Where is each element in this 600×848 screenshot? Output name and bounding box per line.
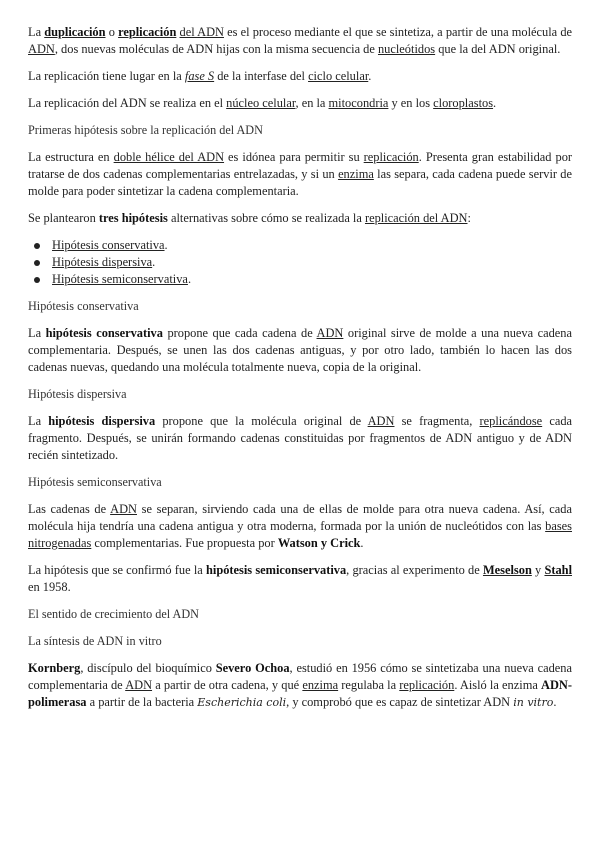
text: . — [553, 695, 557, 709]
semiconservative-paragraph — [28, 501, 572, 552]
link-enzima[interactable]: enzima — [338, 167, 374, 181]
conservative-paragraph — [28, 325, 572, 376]
link-replicacion-3[interactable]: replicación — [399, 678, 455, 692]
text: , y comprobó que es capaz de sintetizar ADN — [286, 695, 514, 709]
text: La — [28, 25, 45, 39]
text: . — [360, 536, 364, 550]
link-replicacion-del-adn[interactable]: replicación del ADN — [364, 211, 468, 225]
text: se separan, sirviendo cada una de ellas de molde para otra nueva cadena. Así, cada molécula hija tendría una cadena antigua y otra moderna, formada por la unión de nucleótidos con las — [28, 502, 573, 533]
bold-text: hipótesis conservativa — [45, 326, 163, 340]
text: La hipótesis que se confirmó fue la — [28, 563, 206, 577]
text: . — [152, 255, 156, 269]
text: . — [164, 238, 168, 252]
text: que la del ADN original. — [435, 42, 561, 56]
link-nucleotidos[interactable]: nucleótidos — [377, 42, 436, 56]
link-doble-helice[interactable]: doble hélice del ADN — [113, 150, 225, 164]
text: , estudió en 1956 cómo se sintetizaba una nueva cadena complementaria de — [28, 661, 572, 692]
text: propone que cada cadena de — [162, 326, 317, 340]
text: alternativas sobre cómo se realizada la — [167, 211, 365, 225]
bold-text: hipótesis semiconservativa — [205, 563, 347, 577]
text: , dos nuevas moléculas de ADN hijas con la misma secuencia de — [54, 42, 378, 56]
text: , en la — [295, 96, 329, 110]
link-mitocondria[interactable]: mitocondria — [328, 96, 389, 110]
intro-paragraph — [28, 24, 572, 58]
text: La — [28, 326, 46, 340]
dispersive-paragraph — [28, 413, 572, 464]
double-helix-paragraph — [28, 149, 572, 200]
text: complementarias. Fue propuesta por — [91, 536, 278, 550]
text: de la interfase del — [214, 69, 309, 83]
bold-text: Watson y Crick — [277, 536, 361, 550]
link-hipotesis-dispersiva[interactable]: Hipótesis dispersiva — [52, 255, 153, 269]
bold-text: tres hipótesis — [98, 211, 168, 225]
link-adn[interactable]: ADN — [367, 414, 395, 428]
text: . Presenta gran estabilidad por tratarse de dos cadenas complementarias entrelazadas, y si un — [28, 150, 573, 181]
link-adn[interactable]: ADN — [316, 326, 344, 340]
bold-text: Severo Ochoa — [215, 661, 290, 675]
link-adn[interactable]: ADN — [110, 502, 137, 516]
text: . — [187, 272, 192, 286]
link-hipotesis-conservativa[interactable]: Hipótesis conservativa — [52, 238, 165, 252]
link-cloroplastos[interactable]: cloroplastos — [433, 96, 494, 110]
link-fase-s[interactable]: fase S — [184, 69, 215, 83]
text: se fragmenta, — [394, 414, 480, 428]
text: La — [28, 414, 49, 428]
text: y — [531, 563, 545, 577]
section-heading-sintesis-in-vitro: La síntesis de ADN in vitro — [28, 634, 162, 648]
text: o — [105, 25, 119, 39]
bold-text: Kornberg — [28, 661, 81, 675]
text: a partir de la bacteria — [86, 695, 198, 709]
confirmed-hypothesis-paragraph — [28, 562, 572, 596]
link-replicacion-2[interactable]: replicación — [363, 150, 419, 164]
text: Las cadenas de — [28, 502, 111, 516]
bold-text: ADN-polimerasa — [28, 678, 572, 709]
text: cada fragmento. Después, se unirán formando cadenas constituidas por fragmentos de ADN antiguo y de ADN recién sintetizado. — [28, 414, 573, 462]
section-heading-semiconservativa: Hipótesis semiconservativa — [28, 475, 162, 489]
three-hypotheses-paragraph — [28, 210, 572, 227]
text: La replicación tiene lugar en la — [28, 69, 185, 83]
text: Se plantearon — [28, 211, 99, 225]
replication-organelles-paragraph — [28, 95, 572, 112]
kornberg-paragraph — [28, 660, 572, 711]
text: a partir de otra cadena, y qué — [152, 678, 303, 692]
section-heading-sentido-crecimiento: El sentido de crecimiento del ADN — [28, 607, 199, 621]
section-heading-primeras-hipotesis: Primeras hipótesis sobre la replicación del ADN — [28, 123, 263, 137]
text: es idónea para permitir su — [224, 150, 364, 164]
text: las separa, cada cadena puede servir de molde para poder sintetizar la cadena complementaria. — [28, 167, 573, 198]
italic-text: in vitro — [513, 696, 554, 709]
link-stahl[interactable]: Stahl — [544, 563, 573, 577]
hypotheses-list — [28, 237, 572, 288]
text: . Aisló la enzima — [454, 678, 542, 692]
text: regulaba la — [338, 678, 400, 692]
text: : — [467, 211, 471, 225]
bold-text: hipótesis dispersiva — [48, 414, 156, 428]
list-item — [52, 271, 572, 288]
replication-location-paragraph — [28, 68, 572, 85]
link-adn[interactable]: ADN — [28, 42, 55, 56]
section-heading-dispersiva: Hipótesis dispersiva — [28, 387, 127, 401]
link-meselson[interactable]: Meselson — [482, 563, 532, 577]
link-duplicacion[interactable]: duplicación — [44, 25, 106, 39]
link-nucleo-celular[interactable]: núcleo celular — [226, 96, 296, 110]
text: , gracias al experimento de — [346, 563, 483, 577]
text: en 1958. — [28, 580, 71, 594]
text: y en los — [388, 96, 434, 110]
link-ciclo-celular[interactable]: ciclo celular — [308, 69, 369, 83]
text: La estructura en — [28, 150, 114, 164]
link-replicandose[interactable]: replicándose — [479, 414, 543, 428]
list-item — [52, 237, 572, 254]
text: es el proceso mediante el que se sintetiza, a partir de una molécula de — [223, 25, 573, 39]
text: . — [368, 69, 372, 83]
italic-text: Escherichia coli — [197, 696, 287, 709]
section-heading-conservativa: Hipótesis conservativa — [28, 299, 139, 313]
link-bases-nitrogenadas[interactable]: bases nitrogenadas — [28, 519, 572, 550]
text: , discípulo del bioquímico — [80, 661, 216, 675]
text: original sirve de molde a una nueva cadena complementaria. Después, se unen las dos cadenas antiguas, y por otro lado, también lo hacen las dos cadenas nuevas, quedando una molécula totalmente nueva, copia de la original. — [28, 326, 572, 374]
list-item — [52, 254, 572, 271]
link-enzima-2[interactable]: enzima — [302, 678, 339, 692]
link-del-adn[interactable]: del ADN — [179, 25, 224, 39]
link-hipotesis-semiconservativa[interactable]: Hipótesis semiconservativa — [52, 272, 188, 286]
text: . — [493, 96, 497, 110]
text: La replicación del ADN se realiza en el — [28, 96, 227, 110]
link-adn[interactable]: ADN — [125, 678, 153, 692]
link-replicacion[interactable]: replicación — [118, 25, 177, 39]
text: propone que la molécula original de — [155, 414, 368, 428]
